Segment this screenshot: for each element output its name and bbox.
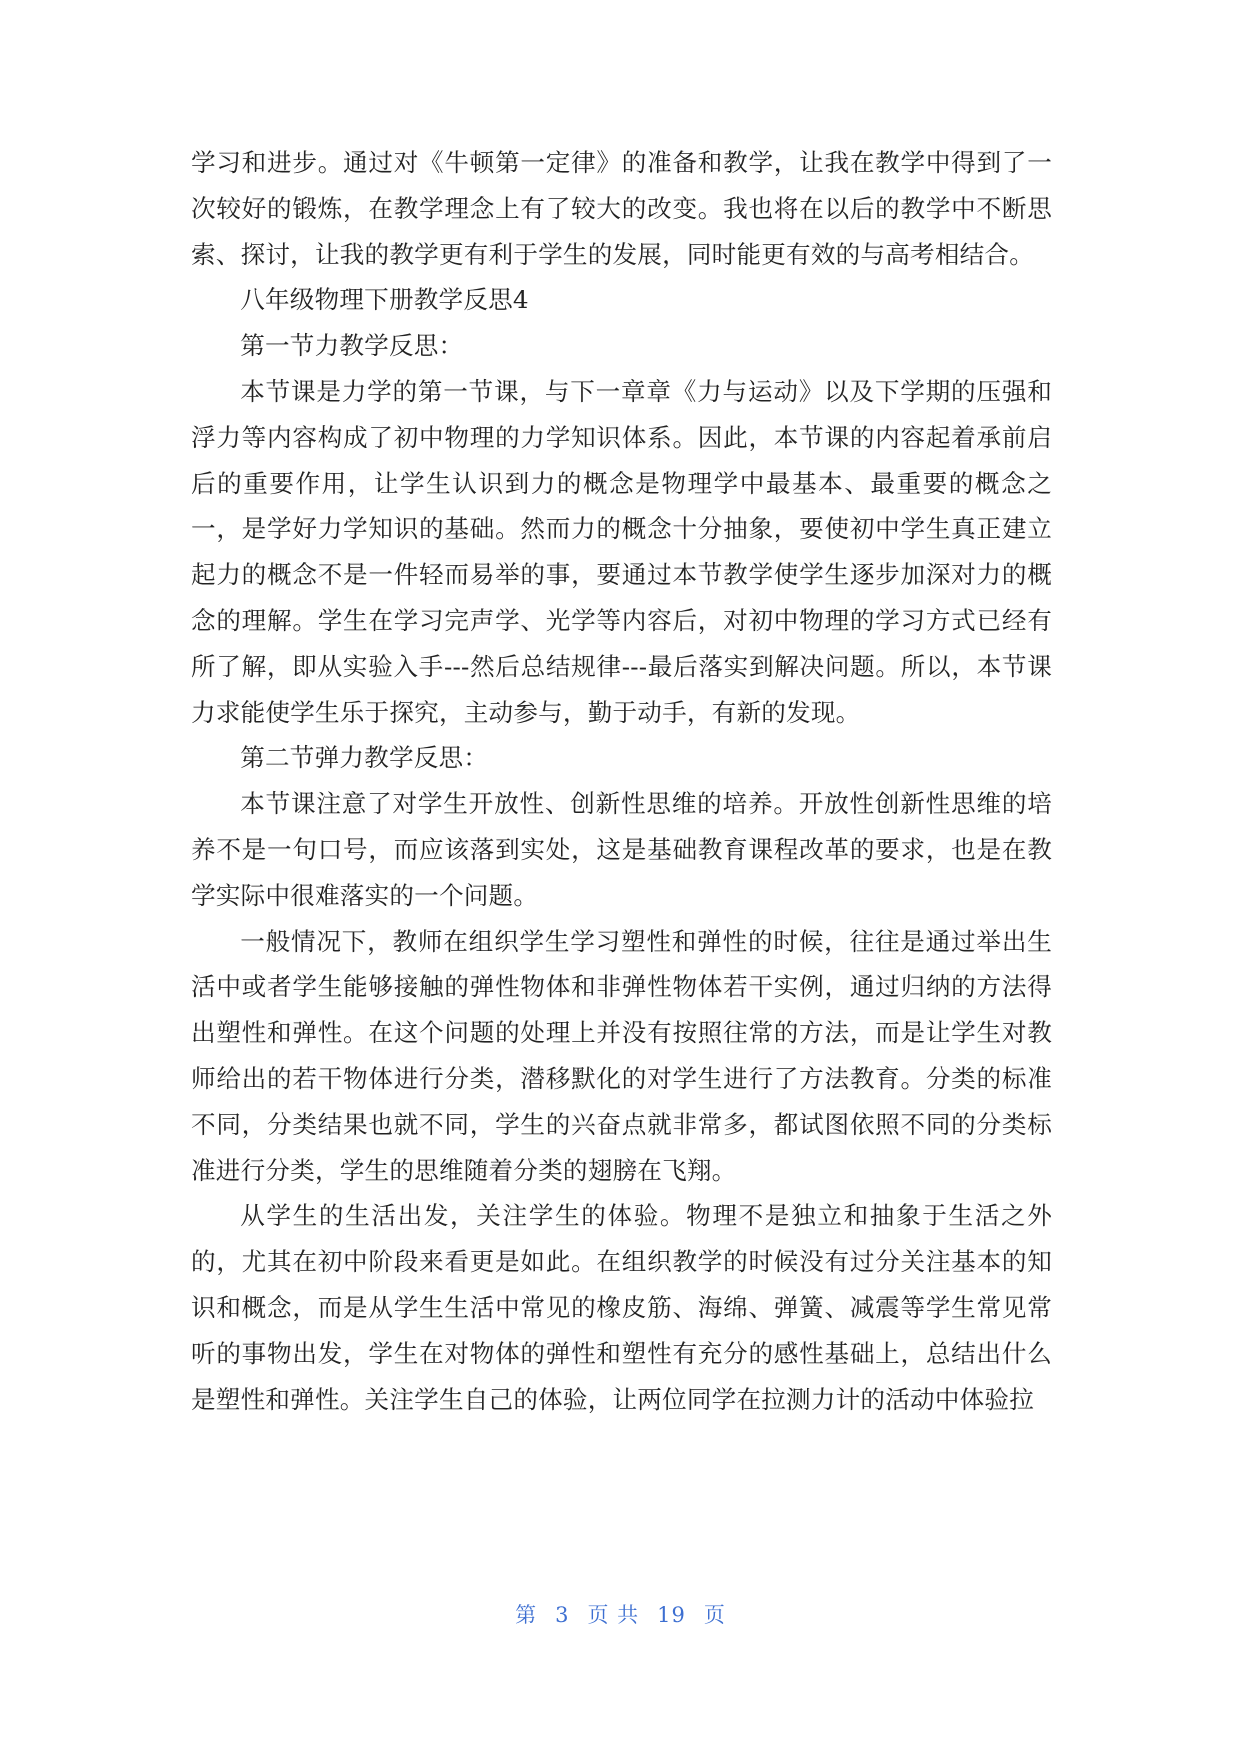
footer-suffix: 页 [703, 1603, 726, 1627]
footer-middle: 页 共 [587, 1603, 640, 1627]
current-page-number: 3 [555, 1603, 570, 1627]
subheading-elastic-force-reflection: 第二节弹力教学反思： [240, 743, 489, 773]
section-heading-reflection-4: 八年级物理下册教学反思4 [240, 285, 529, 315]
paragraph-classification: 一般情况下，教师在组织学生学习塑性和弹性的时候，往往是通过举出生活中或者学生能够接触的弹性物体和非弹性物体若干实例，通过归纳的方法得出塑性和弹性。在这个问题的处理上并没有按照往常的方法，而是让学生对教师给出的若干物体进行分类，潜移默化的对学生进行了方法教育。分类的标准不同，分类结果也就不同，学生的兴奋点就非常多，都试图依照不同的分类标准进行分类，学生的思维随着分类的翅膀在飞翔。 [191, 926, 1052, 1185]
footer-prefix: 第 [515, 1603, 538, 1627]
total-pages-number: 19 [657, 1603, 686, 1627]
document-body [191, 140, 1052, 1422]
paragraph-1: 学习和进步。通过对《牛顿第一定律》的准备和教学，让我在教学中得到了一次较好的锻炼，在教学理念上有了较大的改变。我也将在以后的教学中不断思索、探讨，让我的教学更有利于学生的发展，同时能更有效的与高考相结合。 [191, 148, 1052, 269]
paragraph-open-thinking: 本节课注意了对学生开放性、创新性思维的培养。开放性创新性思维的培养不是一句口号，而应该落到实处，这是基础教育课程改革的要求，也是在教学实际中很难落实的一个问题。 [191, 789, 1052, 910]
subheading-force-reflection: 第一节力教学反思： [240, 331, 464, 361]
page-footer [0, 1599, 1241, 1629]
paragraph-student-experience: 从学生的生活出发，关注学生的体验。物理不是独立和抽象于生活之外的，尤其在初中阶段来看更是如此。在组织教学的时候没有过分关注基本的知识和概念，而是从学生生活中常见的橡皮筋、海绵、弹簧、减震等学生常见常听的事物出发，学生在对物体的弹性和塑性有充分的感性基础上，总结出什么是塑性和弹性。关注学生自己的体验，让两位同学在拉测力计的活动中体验拉 [191, 1201, 1052, 1414]
paragraph-force-lesson: 本节课是力学的第一节课，与下一章章《力与运动》以及下学期的压强和浮力等内容构成了初中物理的力学知识体系。因此，本节课的内容起着承前启后的重要作用，让学生认识到力的概念是物理学中最基本、最重要的概念之一，是学好力学知识的基础。然而力的概念十分抽象，要使初中学生真正建立起力的概念不是一件轻而易举的事，要通过本节教学使学生逐步加深对力的概念的理解。学生在学习完声学、光学等内容后，对初中物理的学习方式已经有所了解，即从实验入手---然后总结规律---最后落实到解决问题。所以，本节课力求能使学生乐于探究，主动参与，勤于动手，有新的发现。 [191, 376, 1052, 727]
